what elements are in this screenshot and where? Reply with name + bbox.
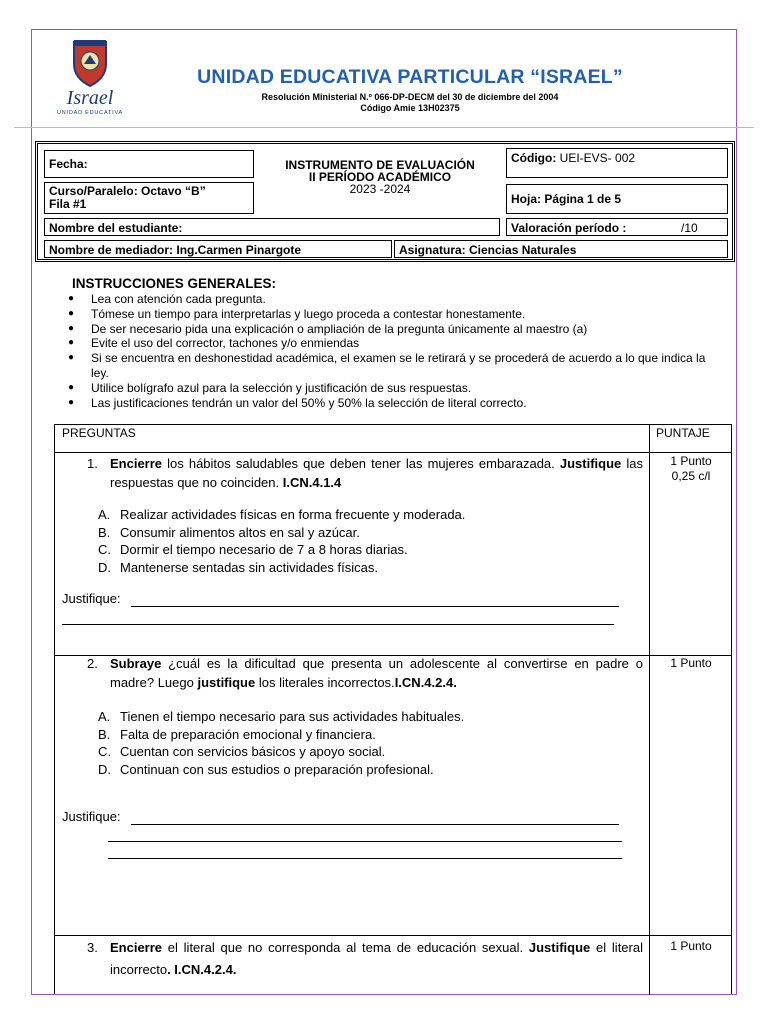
grade-label: Valoración período : bbox=[511, 221, 627, 235]
instructions-title: INSTRUCCIONES GENERALES: bbox=[72, 276, 277, 291]
date-label: Fecha: bbox=[49, 157, 88, 171]
option-b[interactable]: B. Consumir alimentos altos en sal y azúcar. bbox=[98, 524, 360, 540]
sheet-label: Hoja: Página 1 de 5 bbox=[511, 192, 622, 206]
instrument-line-2: II PERÍODO ACADÉMICO bbox=[308, 170, 452, 184]
answer-line[interactable] bbox=[131, 824, 619, 825]
student-name-label: Nombre del estudiante: bbox=[49, 221, 183, 235]
instruction-item: ● Si se encuentra en deshonestidad académica, el examen se le retirará y se procederá de acuerdo a lo que indica la ley. bbox=[68, 351, 706, 380]
exam-info-box bbox=[35, 141, 735, 262]
code-label: Código: UEI-EVS- 002 bbox=[511, 151, 636, 165]
logo-subtitle: UNIDAD EDUCATIVA bbox=[56, 110, 124, 116]
resolution-text: Resolución Ministerial N.º 066-DP-DECM del 30 de diciembre del 2004 bbox=[261, 92, 559, 102]
code-field bbox=[506, 148, 728, 178]
option-c[interactable]: C. Cuentan con servicios básicos y apoyo social. bbox=[98, 744, 386, 759]
option-a[interactable]: A. Tienen el tiempo necesario para sus actividades habituales. bbox=[98, 709, 465, 724]
option-b[interactable]: B. Falta de preparación emocional y financiera. bbox=[98, 726, 376, 742]
question-3: 3. Encierre el literal que no corresponda al tema de educación sexual. Justifique el literal incorrecto. I.CN.4.2.4. bbox=[87, 940, 643, 977]
school-title: UNIDAD EDUCATIVA PARTICULAR “ISRAEL” bbox=[197, 66, 623, 88]
subject-label: Asignatura: Ciencias Naturales bbox=[399, 243, 577, 257]
instruction-item: ● De ser necesario pida una explicación o ampliación de la pregunta únicamente al maestro (a) bbox=[68, 321, 588, 336]
subject-field bbox=[394, 240, 728, 258]
date-field[interactable] bbox=[44, 150, 254, 178]
teacher-field bbox=[44, 240, 392, 258]
answer-line[interactable] bbox=[108, 841, 622, 842]
instructions-list bbox=[68, 292, 718, 410]
answer-line[interactable] bbox=[108, 858, 622, 859]
instruction-item: ● Lea con atención cada pregunta. bbox=[68, 292, 266, 306]
instruction-item: ● Las justificaciones tendrán un valor del 50% y 50% la selección de literal correcto. bbox=[68, 395, 527, 410]
sheet-field bbox=[506, 184, 728, 214]
row-label: Fila #1 bbox=[49, 197, 87, 211]
question-2-points: 1 Punto bbox=[670, 656, 712, 670]
question-1-justify-label: Justifique: bbox=[62, 591, 121, 606]
logo-wordmark: Israel bbox=[66, 87, 114, 109]
instrument-title bbox=[260, 150, 500, 214]
question-1: 1. Encierre los hábitos saludables que deben tener las mujeres embarazada. Justifique las respuestas que no coinciden. I.CN.4.1.4 bbox=[87, 456, 643, 490]
option-a[interactable]: A. Realizar actividades físicas en forma frecuente y moderada. bbox=[98, 507, 466, 522]
instruction-item: ● Tómese un tiempo para interpretarlas y luego proceda a contestar honestamente. bbox=[68, 306, 526, 321]
questions-table bbox=[54, 424, 732, 994]
school-logo bbox=[48, 36, 132, 120]
amie-code: Código Amie 13H02375 bbox=[360, 103, 460, 113]
instrument-line-1: INSTRUMENTO DE EVALUACIÓN bbox=[285, 158, 475, 172]
header-divider bbox=[14, 127, 754, 128]
grade-field[interactable] bbox=[506, 218, 728, 236]
question-1-points: 1 Punto 0,25 c/l bbox=[670, 454, 712, 483]
student-name-field[interactable] bbox=[44, 218, 500, 236]
questions-column-header: PREGUNTAS bbox=[62, 426, 136, 440]
school-subtitle bbox=[200, 92, 620, 114]
academic-year: 2023 -2024 bbox=[349, 182, 411, 196]
course-label: Curso/Paralelo: Octavo “B” bbox=[49, 184, 206, 198]
question-1-options bbox=[98, 506, 465, 576]
question-2: 2. Subraye ¿cuál es la dificultad que presenta un adolescente al convertirse en padre o madre? Luego justifique los literales incorrectos.I.CN.4.2.4. bbox=[87, 656, 643, 690]
instruction-item: ● Utilice bolígrafo azul para la selección y justificación de sus respuestas. bbox=[68, 380, 472, 395]
answer-line[interactable] bbox=[62, 624, 614, 625]
question-2-justify-label: Justifique: bbox=[62, 809, 121, 824]
option-d[interactable]: D. Mantenerse sentadas sin actividades físicas. bbox=[98, 559, 378, 575]
question-2-options bbox=[98, 708, 464, 778]
option-c[interactable]: C. Dormir el tiempo necesario de 7 a 8 horas diarias. bbox=[98, 542, 408, 557]
grade-denominator: /10 bbox=[681, 221, 698, 235]
answer-line[interactable] bbox=[131, 606, 619, 607]
question-3-points: 1 Punto bbox=[670, 939, 712, 953]
teacher-label: Nombre de mediador: Ing.Carmen Pinargote bbox=[49, 243, 302, 257]
course-field bbox=[44, 182, 254, 214]
points-column-header: PUNTAJE bbox=[656, 426, 710, 440]
instruction-item: ● Evite el uso del corrector, tachones y/o enmiendas bbox=[68, 336, 360, 351]
option-d[interactable]: D. Continuan con sus estudios o preparación profesional. bbox=[98, 761, 434, 777]
